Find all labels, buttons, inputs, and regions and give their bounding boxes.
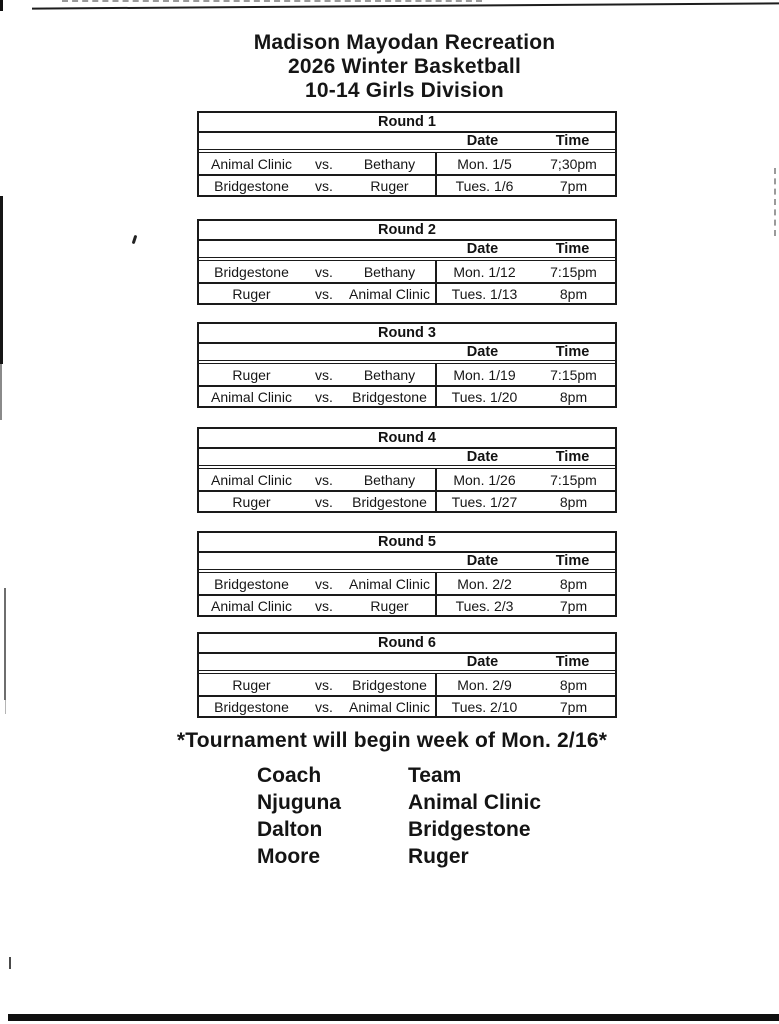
vs-label: vs. xyxy=(315,263,333,280)
away-team: Animal Clinic xyxy=(349,285,430,302)
matchup xyxy=(199,153,435,174)
game-row xyxy=(199,490,615,511)
round-title: Round 6 xyxy=(199,634,615,654)
vs-label: vs. xyxy=(315,575,333,592)
round-title: Round 4 xyxy=(199,429,615,449)
home-team: Animal Clinic xyxy=(211,155,292,172)
time-column-header: Time xyxy=(555,344,590,360)
matchup xyxy=(199,284,435,303)
time-column-header: Time xyxy=(555,654,590,670)
game-date: Mon. 2/9 xyxy=(457,676,512,693)
date-column-header: Date xyxy=(466,654,499,670)
vs-label: vs. xyxy=(315,177,333,194)
column-header-row xyxy=(199,344,615,364)
away-team: Animal Clinic xyxy=(349,575,430,592)
matchup xyxy=(199,176,435,195)
home-team: Bridgestone xyxy=(214,698,289,715)
vs-label: vs. xyxy=(315,676,333,693)
coach-name: Dalton xyxy=(257,818,323,841)
round-4-table xyxy=(197,427,617,513)
home-team: Ruger xyxy=(232,676,271,693)
scan-artifact-comma-mark xyxy=(132,235,138,244)
game-row xyxy=(199,261,615,282)
home-team: Ruger xyxy=(232,285,271,302)
vs-label: vs. xyxy=(315,366,333,383)
matchup xyxy=(199,364,435,385)
time-column-header: Time xyxy=(555,241,590,257)
matchup xyxy=(199,469,435,490)
away-team: Ruger xyxy=(370,177,409,194)
game-row xyxy=(199,674,615,695)
game-datetime xyxy=(435,596,615,615)
time-column-header: Time xyxy=(555,449,590,465)
game-row xyxy=(199,594,615,615)
round-title: Round 1 xyxy=(199,113,615,133)
date-column-header: Date xyxy=(466,553,499,569)
game-time: 8pm xyxy=(559,388,588,405)
vs-label: vs. xyxy=(315,155,333,172)
team-name: Ruger xyxy=(408,845,469,868)
column-header-row xyxy=(199,449,615,469)
game-date: Mon. 2/2 xyxy=(457,575,512,592)
game-row xyxy=(199,695,615,716)
round-2-table xyxy=(197,219,617,305)
game-time: 7;30pm xyxy=(550,155,597,172)
game-date: Tues. 1/27 xyxy=(451,493,518,510)
scan-artifact-left-line-fade xyxy=(0,364,2,420)
away-team: Bethany xyxy=(363,366,416,383)
game-date: Mon. 1/12 xyxy=(453,263,516,280)
vs-label: vs. xyxy=(315,388,333,405)
game-time: 7pm xyxy=(559,698,588,715)
home-team: Ruger xyxy=(232,493,271,510)
game-time: 7:15pm xyxy=(550,263,597,280)
matchup xyxy=(199,492,435,511)
scan-artifact-bottom-bar xyxy=(8,1014,779,1021)
vs-label: vs. xyxy=(315,493,333,510)
team-column-header: Team xyxy=(408,764,462,787)
game-datetime xyxy=(435,261,615,282)
game-row xyxy=(199,282,615,303)
coach-name: Njuguna xyxy=(257,791,341,814)
round-6-table xyxy=(197,632,617,718)
time-column-header: Time xyxy=(555,553,590,569)
game-datetime xyxy=(435,492,615,511)
game-date: Tues. 1/20 xyxy=(451,388,518,405)
date-column-header: Date xyxy=(466,133,499,149)
game-time: 7:15pm xyxy=(550,471,597,488)
matchup xyxy=(199,573,435,594)
game-datetime xyxy=(435,674,615,695)
home-team: Animal Clinic xyxy=(211,471,292,488)
game-date: Tues. 1/13 xyxy=(451,285,518,302)
round-title: Round 5 xyxy=(199,533,615,553)
vs-label: vs. xyxy=(315,597,333,614)
round-3-table xyxy=(197,322,617,408)
tournament-note: *Tournament will begin week of Mon. 2/16* xyxy=(176,729,608,752)
scan-artifact-left-line-2 xyxy=(4,588,6,700)
game-datetime xyxy=(435,469,615,490)
title-line-division: 10-14 Girls Division xyxy=(305,79,504,102)
game-row xyxy=(199,469,615,490)
away-team: Bridgestone xyxy=(352,388,427,405)
scan-artifact-bottom-tick xyxy=(9,957,11,969)
game-row xyxy=(199,174,615,195)
away-team: Ruger xyxy=(370,597,409,614)
column-header-row xyxy=(199,241,615,261)
game-datetime xyxy=(435,176,615,195)
game-row xyxy=(199,364,615,385)
game-datetime xyxy=(435,573,615,594)
game-time: 8pm xyxy=(559,493,588,510)
away-team: Animal Clinic xyxy=(349,698,430,715)
game-date: Tues. 1/6 xyxy=(455,177,514,194)
scan-artifact-right-dashes xyxy=(774,168,776,236)
game-time: 8pm xyxy=(559,676,588,693)
home-team: Bridgestone xyxy=(214,263,289,280)
round-5-table xyxy=(197,531,617,617)
vs-label: vs. xyxy=(315,285,333,302)
game-time: 8pm xyxy=(559,575,588,592)
game-row xyxy=(199,573,615,594)
column-header-row xyxy=(199,553,615,573)
title-line-season: 2026 Winter Basketball xyxy=(288,55,521,78)
game-date: Mon. 1/26 xyxy=(453,471,516,488)
date-column-header: Date xyxy=(466,449,499,465)
game-date: Mon. 1/19 xyxy=(453,366,516,383)
game-datetime xyxy=(435,153,615,174)
coach-column-header: Coach xyxy=(257,764,322,787)
game-date: Tues. 2/3 xyxy=(455,597,514,614)
game-row xyxy=(199,385,615,406)
time-column-header: Time xyxy=(555,133,590,149)
home-team: Ruger xyxy=(232,366,271,383)
scan-artifact-left-line-2-fade xyxy=(5,700,6,714)
matchup xyxy=(199,387,435,406)
game-datetime xyxy=(435,697,615,716)
game-time: 8pm xyxy=(559,285,588,302)
home-team: Animal Clinic xyxy=(211,597,292,614)
away-team: Bethany xyxy=(363,155,416,172)
column-header-row xyxy=(199,654,615,674)
column-header-row xyxy=(199,133,615,153)
home-team: Bridgestone xyxy=(214,575,289,592)
coach-name: Moore xyxy=(257,845,320,868)
document-title xyxy=(0,31,779,103)
away-team: Bethany xyxy=(363,263,416,280)
matchup xyxy=(199,697,435,716)
away-team: Bridgestone xyxy=(352,493,427,510)
scan-artifact-left-line xyxy=(0,196,3,364)
vs-label: vs. xyxy=(315,471,333,488)
team-name: Animal Clinic xyxy=(408,791,542,814)
round-1-table xyxy=(197,111,617,197)
game-time: 7:15pm xyxy=(550,366,597,383)
game-date: Tues. 2/10 xyxy=(451,698,518,715)
game-time: 7pm xyxy=(559,597,588,614)
date-column-header: Date xyxy=(466,241,499,257)
home-team: Animal Clinic xyxy=(211,388,292,405)
matchup xyxy=(199,674,435,695)
matchup xyxy=(199,596,435,615)
scan-artifact-top-dashes xyxy=(62,0,482,2)
date-column-header: Date xyxy=(466,344,499,360)
game-time: 7pm xyxy=(559,177,588,194)
game-row xyxy=(199,153,615,174)
home-team: Bridgestone xyxy=(214,177,289,194)
game-datetime xyxy=(435,284,615,303)
team-name: Bridgestone xyxy=(408,818,531,841)
vs-label: vs. xyxy=(315,698,333,715)
game-datetime xyxy=(435,364,615,385)
team-column xyxy=(408,762,541,870)
coach-team-roster xyxy=(257,762,541,870)
game-datetime xyxy=(435,387,615,406)
away-team: Bridgestone xyxy=(352,676,427,693)
away-team: Bethany xyxy=(363,471,416,488)
title-line-organization: Madison Mayodan Recreation xyxy=(253,31,556,54)
game-date: Mon. 1/5 xyxy=(457,155,512,172)
round-title: Round 3 xyxy=(199,324,615,344)
scan-artifact-top-line xyxy=(32,2,779,9)
scan-artifact-corner-tick xyxy=(0,0,3,11)
matchup xyxy=(199,261,435,282)
coach-column xyxy=(257,762,408,870)
round-title: Round 2 xyxy=(199,221,615,241)
